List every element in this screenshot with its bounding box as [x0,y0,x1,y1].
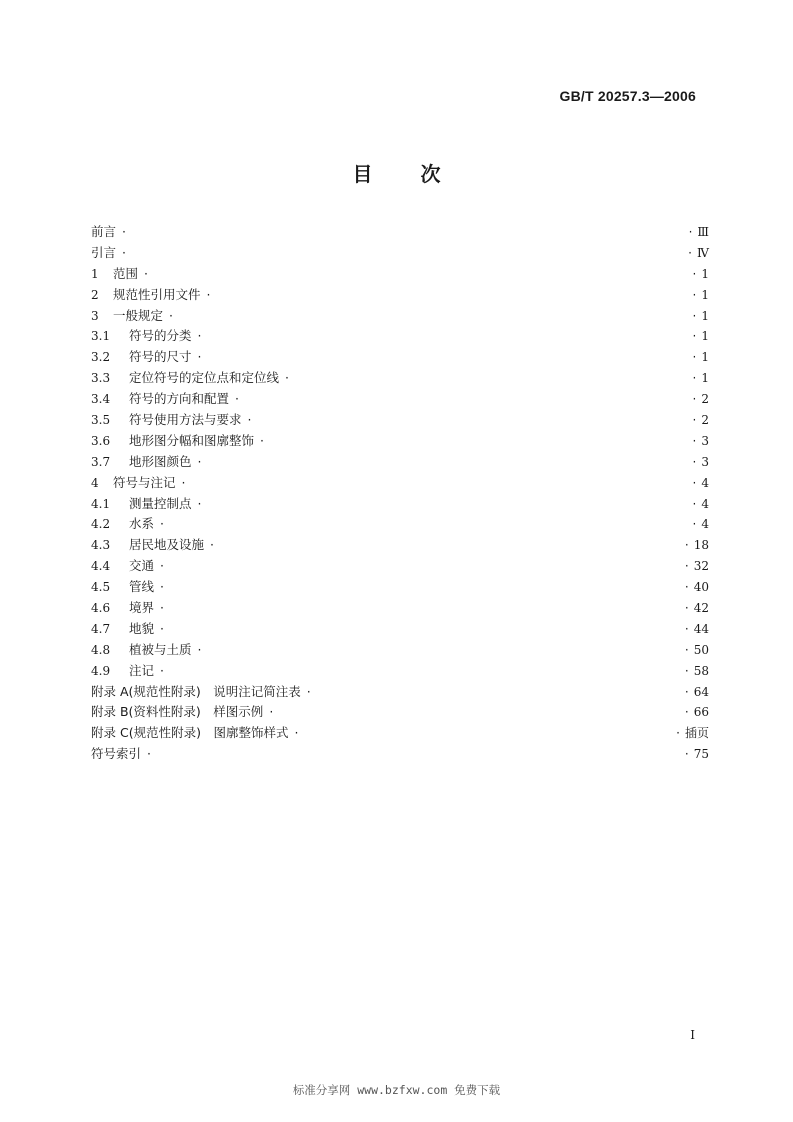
toc-entry-page [676,723,709,744]
toc-entry-title [91,222,126,243]
toc-entry[interactable] [91,744,709,765]
toc-entry[interactable] [91,682,709,703]
toc-entry-title [91,598,164,619]
page-ref: 1 [701,350,709,365]
leader-dot: · [169,307,173,323]
title-char-1: 目 [352,162,373,186]
page-ref: 4 [701,475,709,490]
toc-entry-page [693,452,709,473]
page-ref: 42 [693,601,709,616]
page-ref: 1 [701,287,709,302]
toc-entry-title [91,723,298,744]
toc-entry-title [91,264,148,285]
leader-dot: · [692,433,697,448]
leader-dot: · [692,308,697,323]
toc-entry-number: 4.8 [91,642,111,657]
table-of-contents [91,222,709,765]
toc-entry-title [91,514,164,535]
watermark: 标准分享网 www.bzfxw.com 免费下载 [292,1083,501,1097]
toc-entry-page [693,494,709,515]
toc-entry-label: 附录 C(规范性附录) 图廓整饰样式 [91,725,289,741]
leader-dot: · [160,558,164,574]
toc-entry-number: 3 [91,308,99,323]
leader-dot: · [684,705,689,720]
toc-entry-number: 3.6 [91,433,111,448]
leader-dot: · [197,453,202,469]
page-ref: 4 [701,517,709,532]
toc-entry-title [91,494,202,515]
toc-entry-number: 4.6 [91,601,111,616]
page-ref: 58 [693,663,709,678]
page-ref: 1 [701,308,709,323]
page-number: I [690,1028,695,1042]
toc-entry[interactable] [91,702,709,723]
page-ref: Ⅳ [697,245,709,260]
toc-entry-label: 符号与注记 [113,474,176,490]
toc-entry-number: 3.1 [91,329,111,344]
leader-dot: · [692,287,697,302]
leader-dot: · [160,516,164,532]
toc-entry-page [693,347,709,368]
leader-dot: · [692,496,697,511]
page-ref: 3 [701,433,709,448]
leader-dot: · [692,371,697,386]
standard-code: GB/T 20257.3—2006 [559,88,696,104]
leader-dot: · [144,265,148,281]
toc-entry[interactable] [91,494,709,515]
toc-entry[interactable] [91,619,709,640]
leader-dot: · [294,725,299,741]
leader-dot: · [197,495,202,511]
page-ref: 1 [701,371,709,386]
toc-entry-title [91,306,173,327]
toc-entry[interactable] [91,723,709,744]
leader-dot: · [692,329,697,344]
toc-entry-label: 符号的分类 [129,328,192,344]
toc-entry-label: 符号的方向和配置 [129,391,230,407]
toc-entry[interactable] [91,640,709,661]
leader-dot: · [684,580,689,595]
leader-dot: · [122,244,126,260]
toc-entry-number: 4 [91,475,99,490]
toc-entry-label: 注记 [129,662,155,678]
toc-entry[interactable] [91,243,709,264]
toc-entry-label: 附录 B(资料性附录) 样图示例 [91,704,264,720]
leader-dot: · [206,286,211,302]
toc-entry-page [685,577,709,598]
page-ref: 50 [693,642,709,657]
page-ref: 32 [693,559,709,574]
leader-dot: · [269,704,274,720]
toc-entry-label: 前言 [91,224,117,239]
title-char-2: 次 [420,162,441,186]
page-ref: 66 [693,705,709,720]
toc-entry-number: 4.3 [91,538,111,553]
toc-entry-label: 规范性引用文件 [113,286,201,302]
toc-entry[interactable] [91,452,709,473]
leader-dot: · [181,474,186,490]
toc-entry-label: 符号的尺寸 [129,349,192,365]
toc-entry-page [685,661,709,682]
toc-entry[interactable] [91,514,709,535]
toc-entry-title [91,702,273,723]
toc-entry-page [693,389,709,410]
leader-dot: · [235,391,239,407]
toc-entry-page [693,326,709,347]
toc-entry-page [693,431,709,452]
toc-entry-number: 4.4 [91,559,111,574]
page-ref: 40 [693,580,709,595]
page-ref: 3 [701,454,709,469]
leader-dot: · [684,747,689,762]
toc-entry[interactable] [91,473,709,494]
page-ref: 1 [701,266,709,281]
toc-entry-page [689,222,709,243]
toc-entry-page [693,306,709,327]
toc-entry-label: 居民地及设施 [129,537,205,553]
toc-entry-title [91,661,164,682]
toc-entry-title [91,556,164,577]
toc-entry[interactable] [91,431,709,452]
page-ref: 1 [701,329,709,344]
leader-dot: · [692,517,697,532]
toc-entry-title [91,347,202,368]
toc-entry-title [91,473,186,494]
toc-entry-title [91,577,164,598]
leader-dot: · [684,559,689,574]
leader-dot: · [285,370,289,386]
toc-entry-page [685,682,709,703]
leader-dot: · [684,663,689,678]
toc-entry-title [91,326,202,347]
toc-entry-label: 符号索引 [91,746,142,762]
toc-entry-title [91,431,264,452]
toc-entry-label: 测量控制点 [129,495,192,511]
leader-dot: · [692,392,697,407]
page-ref: 2 [701,413,709,428]
toc-entry-page [693,514,709,535]
toc-entry-title [91,452,202,473]
toc-entry-label: 水系 [129,516,155,532]
toc-entry[interactable] [91,264,709,285]
leader-dot: · [147,746,151,762]
leader-dot: · [160,662,164,678]
toc-entry-label: 地形图颜色 [129,453,192,469]
toc-entry[interactable] [91,285,709,306]
toc-entry-number: 4.5 [91,580,111,595]
leader-dot: · [306,683,311,699]
toc-entry-label: 交通 [129,558,155,574]
leader-dot: · [197,349,202,365]
page-ref: 4 [701,496,709,511]
toc-entry[interactable] [91,306,709,327]
toc-entry[interactable] [91,222,709,243]
toc-entry-label: 植被与土质 [129,641,192,657]
toc-entry[interactable] [91,368,709,389]
toc-entry[interactable] [91,326,709,347]
toc-entry-page [685,702,709,723]
toc-entry-number: 3.7 [91,454,111,469]
toc-entry-page [693,264,709,285]
toc-entry-label: 一般规定 [113,307,164,323]
toc-entry-title [91,389,239,410]
leader-dot: · [684,538,689,553]
toc-entry-title [91,368,289,389]
leader-dot: · [197,328,202,344]
page-title [0,158,793,187]
page-ref: 75 [693,747,709,762]
toc-entry-label: 符号使用方法与要求 [129,412,242,428]
toc-entry[interactable] [91,535,709,556]
leader-dot: · [197,641,202,657]
page-ref: Ⅲ [697,225,709,239]
toc-entry-label: 引言 [91,244,117,260]
leader-dot: · [684,642,689,657]
page-ref: 44 [693,621,709,636]
toc-entry-title [91,619,164,640]
toc-entry-page [693,368,709,389]
leader-dot: · [676,726,680,741]
toc-entry[interactable] [91,389,709,410]
toc-entry-page [688,243,709,264]
page-ref: 2 [701,392,709,407]
toc-entry[interactable] [91,598,709,619]
toc-entry-label: 附录 A(规范性附录) 说明注记简注表 [91,683,301,699]
toc-entry[interactable] [91,661,709,682]
toc-entry-label: 管线 [129,579,155,595]
toc-entry-title [91,285,211,306]
leader-dot: · [692,350,697,365]
leader-dot: · [247,412,252,428]
toc-entry-number: 4.1 [91,496,111,511]
toc-entry-label: 境界 [129,600,155,616]
leader-dot: · [692,475,697,490]
leader-dot: · [688,245,692,260]
page-ref: 插页 [684,726,709,741]
leader-dot: · [210,537,214,553]
toc-entry[interactable] [91,347,709,368]
toc-entry-label: 地貌 [129,620,155,636]
leader-dot: · [688,225,693,239]
toc-entry-title [91,640,202,661]
toc-entry[interactable] [91,410,709,431]
toc-entry-number: 3.5 [91,413,111,428]
toc-entry-page [685,598,709,619]
toc-entry-title [91,410,252,431]
toc-entry-number: 1 [91,266,99,281]
toc-entry-label: 地形图分幅和图廓整饰 [129,432,255,448]
toc-entry-title [91,535,214,556]
leader-dot: · [692,266,697,281]
toc-entry-page [685,556,709,577]
toc-entry-page [685,619,709,640]
leader-dot: · [160,600,164,616]
toc-entry-page [693,285,709,306]
leader-dot: · [122,224,126,239]
toc-entry-number: 3.2 [91,350,111,365]
leader-dot: · [684,684,689,699]
toc-entry-page [685,640,709,661]
toc-entry-number: 3.4 [91,392,111,407]
toc-entry-number: 4.9 [91,663,111,678]
toc-entry-label: 范围 [113,265,139,281]
toc-entry-page [693,473,709,494]
leader-dot: · [692,413,697,428]
leader-dot: · [684,601,689,616]
toc-entry-title [91,744,151,765]
toc-entry-page [685,535,709,556]
leader-dot: · [160,579,164,595]
leader-dot: · [260,432,264,448]
toc-entry-page [693,410,709,431]
leader-dot: · [692,454,697,469]
leader-dot: · [160,620,164,636]
toc-entry-label: 定位符号的定位点和定位线 [129,370,280,386]
toc-entry-number: 3.3 [91,371,111,386]
toc-entry-number: 2 [91,287,99,302]
page-ref: 64 [693,684,709,699]
leader-dot: · [684,621,689,636]
toc-entry-title [91,243,126,264]
toc-entry[interactable] [91,577,709,598]
toc-entry[interactable] [91,556,709,577]
toc-entry-title [91,682,311,703]
toc-entry-number: 4.7 [91,621,111,636]
toc-entry-number: 4.2 [91,517,111,532]
page-ref: 18 [693,538,709,553]
toc-entry-page [685,744,709,765]
